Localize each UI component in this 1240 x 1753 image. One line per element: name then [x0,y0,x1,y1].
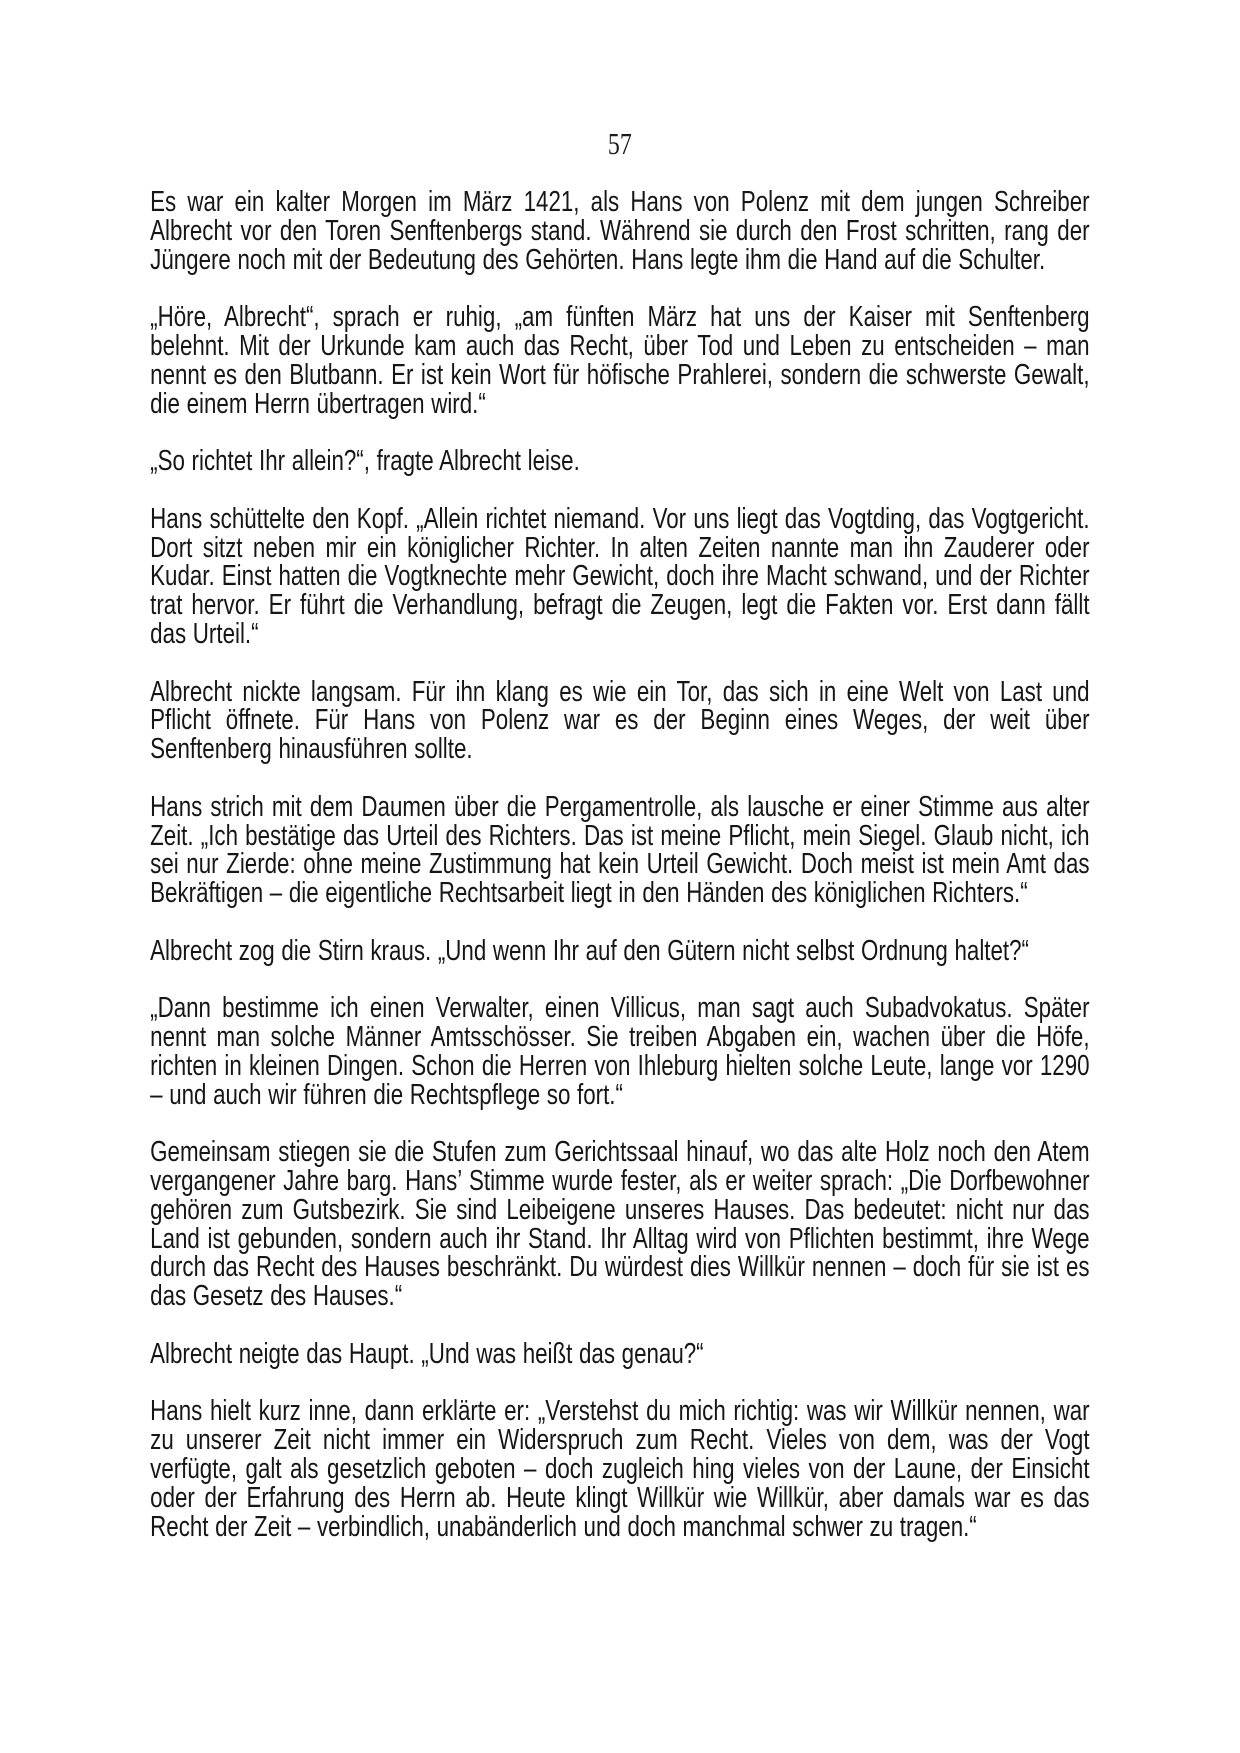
paragraph: „So richtet Ihr allein?“, fragte Albrecht leise. [150,445,580,478]
paragraph: Albrecht zog die Stirn kraus. „Und wenn Ihr auf den Gütern nicht selbst Ordnung haltet?“ [150,934,1029,967]
paragraph: Hans strich mit dem Daumen über die Pergamentrolle, als lausche er einer Stimme aus alter Zeit. „Ich bestätige das Urteil des Richters. Das ist meine Pflicht, mein Siegel. Glaub nicht, ich sei nur Zierde: ohne meine Zustimmung hat kein Urteil Gewicht. Doch meist ist mein Amt das Bekräftigen – die eigentliche Rechtsarbeit liegt in den Händen des königlichen Richters.“ [150,790,1090,910]
paragraph: „Höre, Albrecht“, sprach er ruhig, „am fünften März hat uns der Kaiser mit Senftenberg belehnt. Mit der Urkunde kam auch das Recht, über Tod und Leben zu entscheiden – man nennt es den Blutbann. Er ist kein Wort für höfische Prahlerei, sondern die schwerste Gewalt, die einem Herrn übertragen wird.“ [150,301,1090,420]
paragraph: Hans schüttelte den Kopf. „Allein richtet niemand. Vor uns liegt das Vogtding, das Vogtgericht. Dort sitzt neben mir ein königlicher Richter. In alten Zeiten nannte man ihn Zauderer oder Kudar. Einst hatten die Vogtknechte mehr Gewicht, doch ihre Macht schwand, und der Richter trat hervor. Er führt die Verhandlung, befragt die Zeugen, legt die Fakten vor. Erst dann fällt das Urteil.“ [150,502,1090,650]
paragraph: Albrecht neigte das Haupt. „Und was heißt das genau?“ [150,1337,704,1370]
paragraph: Gemeinsam stiegen sie die Stufen zum Gerichtssaal hinauf, wo das alte Holz noch den Atem vergangener Jahre barg. Hans’ Stimme wurde fester, als er weiter sprach: „Die Dorfbewohner gehören zum Gutsbezirk. Sie sind Leibeigene unseres Hauses. Das bedeutet: nicht nur das Land ist gebunden, sondern auch ihr Stand. Ihr Alltag wird von Pflichten bestimmt, ihre Wege durch das Recht des Hauses beschränkt. Du würdest dies Willkür nennen – doch für sie ist es das Gesetz des Hauses.“ [150,1136,1090,1313]
document-page [0,128,1240,1541]
paragraph: Es war ein kalter Morgen im März 1421, als Hans von Polenz mit dem jungen Schreiber Albrecht vor den Toren Senftenbergs stand. Während sie durch den Frost schritten, rang der Jüngere noch mit der Bedeutung des Gehörten. Hans legte ihm die Hand auf die Schulter. [150,186,1090,276]
paragraph: Hans hielt kurz inne, dann erklärte er: „Verstehst du mich richtig: was wir Willkür nennen, war zu unserer Zeit nicht immer ein Widerspruch zum Recht. Vieles von dem, was der Vogt verfügte, galt als gesetzlich geboten – doch zugleich hing vieles von der Laune, der Einsicht oder der Erfahrung des Herrn ab. Heute klingt Willkür wie Willkür, aber damals war es das Recht der Zeit – verbindlich, unabänderlich und doch manchmal schwer zu tragen.“ [150,1395,1090,1543]
page-number: 57 [607,126,632,161]
paragraph: „Dann bestimme ich einen Verwalter, einen Villicus, man sagt auch Subadvokatus. Später nennt man solche Männer Amtsschösser. Sie treiben Abgaben ein, wachen über die Höfe, richten in kleinen Dingen. Schon die Herren von Ihleburg hielten solche Leute, lange vor 1290 – und auch wir führen die Rechtspflege so fort.“ [150,992,1090,1111]
paragraph: Albrecht nickte langsam. Für ihn klang es wie ein Tor, das sich in eine Welt von Last und Pflicht öffnete. Für Hans von Polenz war es der Beginn eines Weges, der weit über Senftenberg hinausführen sollte. [150,675,1090,766]
